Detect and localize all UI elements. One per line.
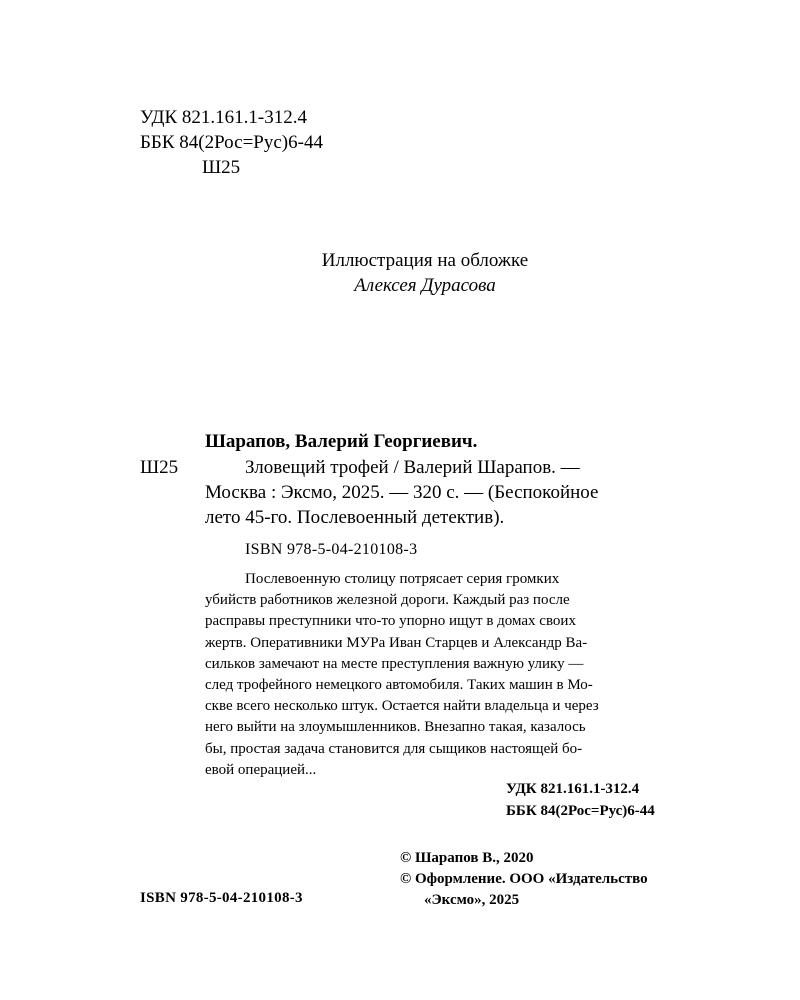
isbn-bottom: ISBN 978-5-04-210108-3 bbox=[140, 890, 303, 906]
abstract-line: расправы преступники что-то упорно ищут в домах своих bbox=[205, 613, 576, 630]
bib-line: Зловещий трофей / Валерий Шарапов. — bbox=[245, 457, 580, 478]
copyright-block bbox=[400, 848, 648, 911]
cutter-code: Ш25 bbox=[202, 157, 241, 178]
record-cutter: Ш25 bbox=[140, 457, 179, 478]
abstract bbox=[205, 569, 717, 781]
abstract-line: бы, простая задача становится для сыщиков настоящей бо- bbox=[205, 740, 583, 757]
copyright-author: © Шарапов В., 2020 bbox=[400, 850, 534, 866]
udk-code-right: УДК 821.161.1-312.4 bbox=[506, 781, 640, 797]
abstract-line: сильков замечают на месте преступления важную улику — bbox=[205, 655, 584, 672]
abstract-line: Послевоенную столицу потрясает серия громких bbox=[245, 571, 560, 587]
abstract-line: убийств работников железной дороги. Каждый раз после bbox=[205, 592, 570, 609]
record-author: Шарапов, Валерий Георгиевич. bbox=[205, 431, 478, 452]
bbk-code-right: ББК 84(2Рос=Рус)6-44 bbox=[506, 803, 655, 819]
abstract-line: него выйти на злоумышленников. Внезапно такая, казалось bbox=[205, 719, 586, 736]
abstract-line: скве всего несколько штук. Остается найти владельца и через bbox=[205, 698, 599, 715]
bib-line: Москва : Эксмо, 2025. — 320 с. — (Беспокойное bbox=[205, 482, 599, 503]
classification-block-right bbox=[506, 778, 655, 822]
abstract-line: жертв. Оперативники МУРа Иван Старцев и Александр Ва- bbox=[205, 634, 588, 651]
abstract-line: евой операцией... bbox=[205, 761, 317, 778]
udk-code: УДК 821.161.1-312.4 bbox=[140, 107, 307, 128]
bbk-code: ББК 84(2Рос=Рус)6-44 bbox=[140, 132, 323, 153]
copyright-design: © Оформление. ООО «Издательство bbox=[400, 871, 648, 887]
abstract-line: след трофейного немецкого автомобиля. Таких машин в Мо- bbox=[205, 677, 593, 694]
illustration-credit bbox=[0, 248, 800, 298]
classification-block bbox=[140, 105, 323, 180]
record-isbn: ISBN 978-5-04-210108-3 bbox=[245, 541, 418, 558]
illustration-label: Иллюстрация на обложке bbox=[321, 250, 529, 271]
bib-line: лето 45-го. Послевоенный детектив). bbox=[205, 507, 505, 528]
copyright-publisher: «Эксмо», 2025 bbox=[424, 892, 520, 908]
bibliographic-description bbox=[205, 455, 715, 530]
illustration-artist: Алексея Дурасова bbox=[354, 275, 496, 296]
